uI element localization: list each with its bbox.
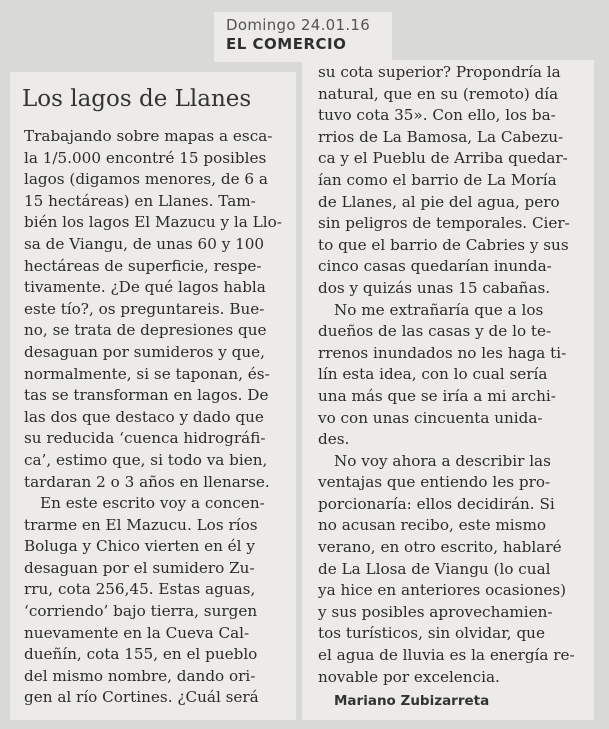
text-line: tivamente. ¿De qué lagos habla: [24, 278, 266, 297]
text-line: ca y el Pueblu de Arriba quedar-: [318, 149, 568, 168]
text-line: una más que se iría a mi archi-: [318, 386, 556, 405]
text-line: del mismo nombre, dando ori-: [24, 666, 256, 685]
text-line: cinco casas quedarían inunda-: [318, 257, 552, 276]
text-line: no, se trata de depresiones que: [24, 321, 267, 340]
issue-date: Domingo 24.01.16: [226, 16, 371, 34]
text-line: de Llanes, al pie del agua, pero: [318, 192, 560, 211]
text-line: gen al río Cortines. ¿Cuál será: [24, 688, 259, 707]
text-line: la 1/5.000 encontré 15 posibles: [24, 148, 267, 167]
text-line: tardaran 2 o 3 años en llenarse.: [24, 472, 270, 491]
text-line: ‘corriendo’ bajo tierra, surgen: [24, 602, 258, 621]
text-line: las dos que destaco y dado que: [24, 407, 264, 426]
article-body-right: [318, 62, 575, 688]
text-line: ya hice en anteriores ocasiones): [318, 581, 567, 600]
text-line: Boluga y Chico vierten en él y: [24, 537, 255, 556]
article-body-left: [24, 126, 282, 709]
text-line: y sus posibles aprovechamien-: [318, 602, 553, 621]
text-line: este tío?, os preguntareis. Bue-: [24, 299, 265, 318]
article-author: Mariano Zubizarreta: [334, 693, 490, 709]
article-title: Los lagos de Llanes: [22, 86, 252, 112]
text-line: bién los lagos El Mazucu y la Llo-: [24, 213, 282, 232]
text-line: Trabajando sobre mapas a esca-: [24, 127, 273, 145]
text-line: su cota superior? Propondría la: [318, 63, 561, 81]
text-line: novable por excelencia.: [318, 667, 500, 686]
text-line: natural, que en su (remoto) día: [318, 84, 559, 103]
text-line: normalmente, si se taponan, és-: [24, 364, 270, 383]
text-line: verano, en otro escrito, hablaré: [318, 538, 562, 557]
newspaper-name: EL COMERCIO: [226, 35, 347, 53]
text-line: dos y quizás unas 15 cabañas.: [318, 278, 551, 297]
text-line: no acusan recibo, este mismo: [318, 516, 546, 535]
text-line: dueñín, cota 155, en el pueblo: [24, 645, 258, 664]
text-line: dueños de las casas y de lo te-: [318, 322, 552, 341]
text-line: sa de Viangu, de unas 60 y 100: [24, 234, 265, 253]
text-line: tuvo cota 35». Con ello, los ba-: [318, 106, 556, 125]
text-line: des.: [318, 430, 350, 449]
text-line: ían como el barrio de La Moría: [318, 170, 557, 189]
text-line: ca’, estimo que, si todo va bien,: [24, 450, 268, 469]
text-line: tos turísticos, sin olvidar, que: [318, 624, 545, 643]
text-line: trarme en El Mazucu. Los ríos: [24, 515, 258, 534]
text-line: desaguan por sumideros y que,: [24, 342, 265, 361]
text-line: porcionaría: ellos decidirán. Si: [318, 494, 555, 513]
text-line: nuevamente en la Cueva Cal-: [24, 623, 250, 642]
text-line: rrenos inundados no les haga ti-: [318, 343, 567, 362]
text-line: sin peligros de temporales. Cier-: [318, 214, 570, 233]
text-line: lagos (digamos menores, de 6 a: [24, 170, 268, 189]
text-line: hectáreas de superficie, respe-: [24, 256, 262, 275]
text-line: En este escrito voy a concen-: [40, 494, 265, 513]
text-line: No voy ahora a describir las: [334, 451, 551, 470]
text-line: rrios de La Bamosa, La Cabezu-: [318, 127, 564, 146]
text-line: el agua de lluvia es la energía re-: [318, 646, 575, 665]
text-line: vo con unas cincuenta unida-: [318, 408, 543, 427]
text-line: su reducida ‘cuenca hidrográfi-: [24, 429, 266, 448]
text-line: No me extrañaría que a los: [334, 300, 544, 319]
text-line: de La Llosa de Viangu (lo cual: [318, 559, 551, 578]
text-line: desaguan por el sumidero Zu-: [24, 558, 255, 577]
text-line: rru, cota 256,45. Estas aguas,: [24, 580, 256, 599]
text-line: 15 hectáreas) en Llanes. Tam-: [24, 191, 256, 210]
text-line: to que el barrio de Cabries y sus: [318, 235, 569, 254]
text-line: ventajas que entiendo les pro-: [318, 473, 551, 492]
text-line: lín esta idea, con lo cual sería: [318, 365, 548, 384]
text-line: tas se transforman en lagos. De: [24, 386, 269, 405]
